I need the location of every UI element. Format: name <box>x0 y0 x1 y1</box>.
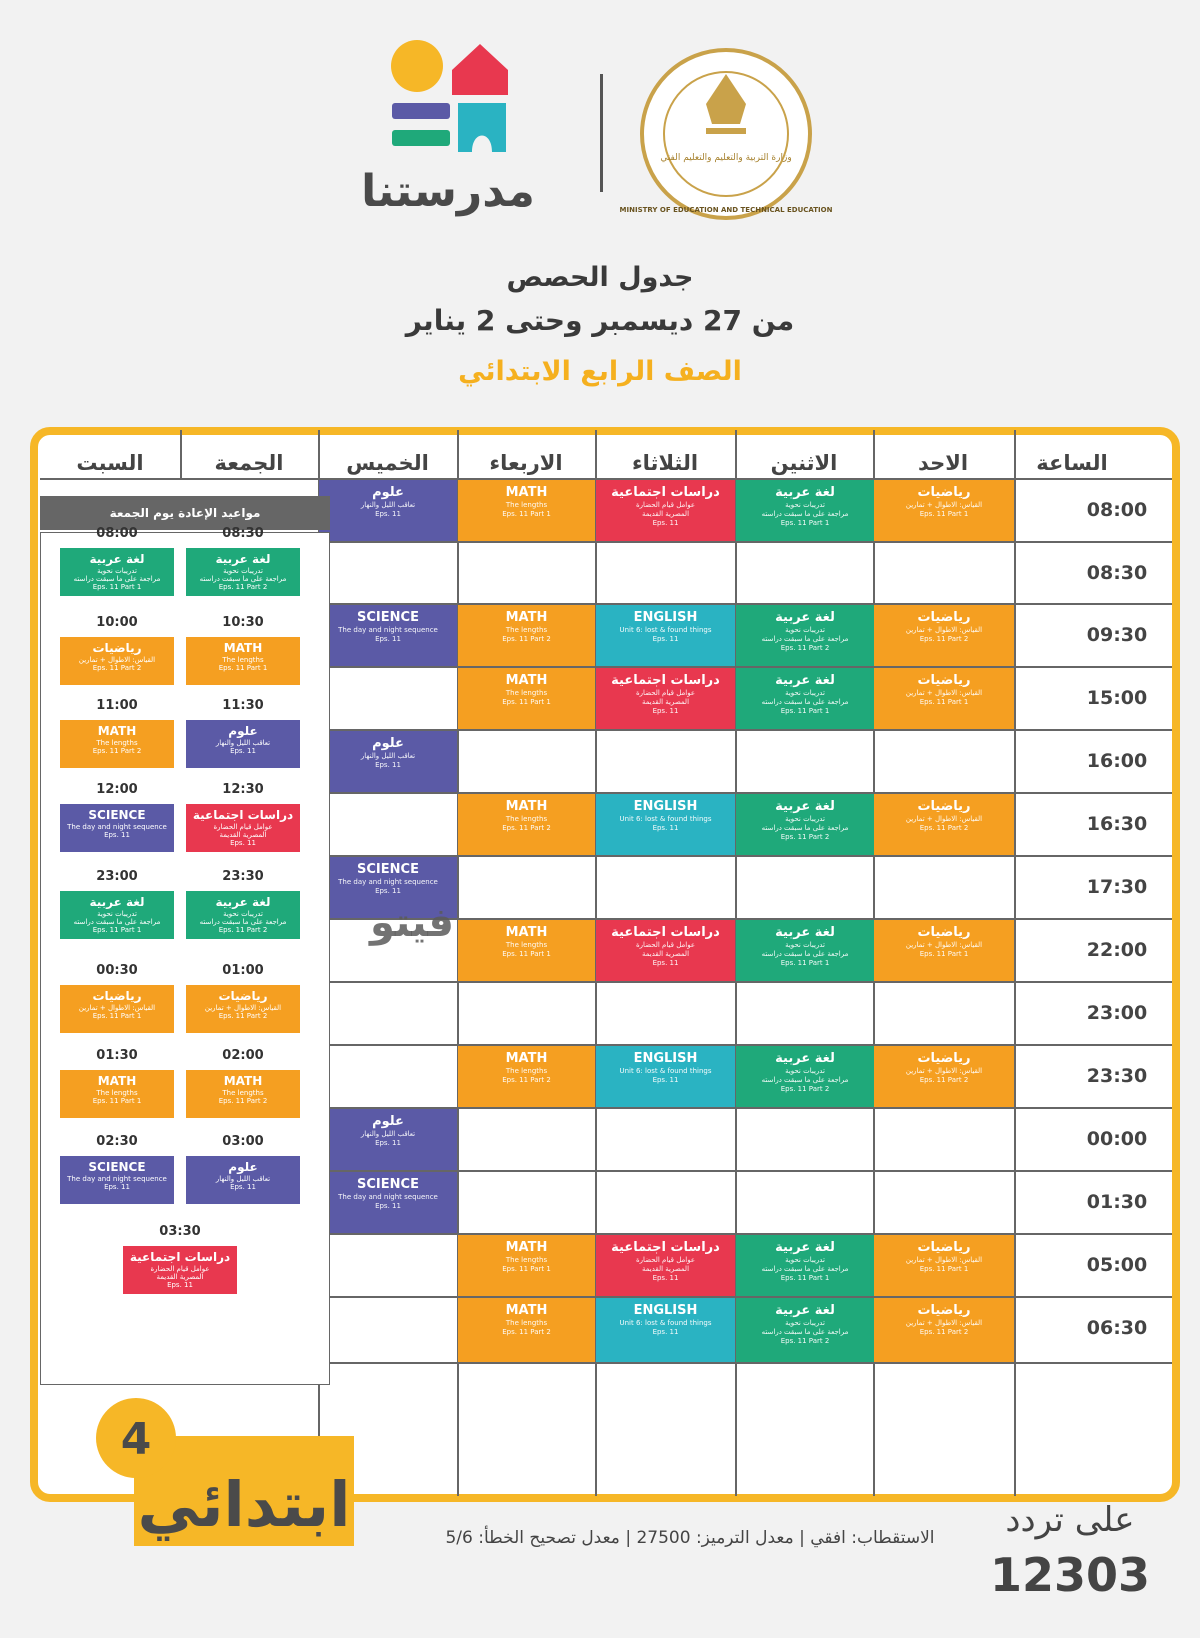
lesson-episode: Eps. 11 <box>652 1076 679 1084</box>
date-range: من 27 ديسمبر وحتى 2 يناير <box>405 304 795 337</box>
time-label: 08:00 <box>1086 499 1148 521</box>
lesson-subject: SCIENCE <box>357 1177 419 1192</box>
lesson-episode: Eps. 11 Part 2 <box>218 1097 268 1105</box>
lesson-cell-math-en <box>458 605 595 666</box>
time-label: 15:00 <box>1086 687 1148 709</box>
lesson-episode: Eps. 11 Part 1 <box>780 707 830 715</box>
lesson-episode: Eps. 11 Part 2 <box>502 824 551 832</box>
lesson-subject: دراسات اجتماعية <box>192 808 294 822</box>
lesson-topic: The lengths <box>505 1067 548 1075</box>
lesson-episode: Eps. 11 Part 1 <box>919 510 969 518</box>
lesson-subject: SCIENCE <box>88 808 146 822</box>
lesson-cell-science-en <box>319 1172 457 1233</box>
lesson-subject: لغة عربية <box>215 552 271 566</box>
lesson-topic: The lengths <box>505 1256 548 1264</box>
lesson-topic: مراجعة على ما سبقت دراسته <box>761 824 849 832</box>
friday-time-label: 11:30 <box>222 698 264 713</box>
lesson-topic: تدريبات نحوية <box>785 1256 825 1264</box>
lesson-topic: The lengths <box>505 1319 548 1327</box>
grade-badge-number: 4 <box>120 1414 152 1465</box>
friday-time-label: 01:30 <box>96 1048 138 1063</box>
lesson-episode: Eps. 11 <box>375 887 401 895</box>
grade-title: الصف الرابع الابتدائي <box>458 356 742 387</box>
lesson-episode: Eps. 11 Part 2 <box>502 635 551 643</box>
lesson-episode: Eps. 11 <box>230 839 256 847</box>
lesson-subject: علوم <box>372 485 404 500</box>
madrasatna-logo <box>361 40 560 220</box>
lesson-cell-english <box>596 794 735 855</box>
lesson-episode: Eps. 11 Part 2 <box>502 1076 551 1084</box>
friday-lesson-arabic <box>186 548 300 596</box>
lesson-subject: MATH <box>505 1240 548 1255</box>
lesson-subject: لغة عربية <box>89 895 145 909</box>
grid-vline <box>1014 430 1016 1496</box>
lesson-topic: المصرية القديمة <box>641 698 690 706</box>
lesson-subject: دراسات اجتماعية <box>611 673 720 688</box>
lesson-subject: MATH <box>505 925 548 940</box>
lesson-subject: دراسات اجتماعية <box>611 925 720 940</box>
lesson-cell-arabic <box>736 1235 874 1296</box>
lesson-cell-arabic <box>736 1298 874 1362</box>
lesson-subject: علوم <box>228 1160 258 1174</box>
lesson-cell-arabic <box>736 605 874 666</box>
lesson-subject: لغة عربية <box>215 895 271 909</box>
lesson-topic: المصرية القديمة <box>641 510 690 518</box>
lesson-topic: القياس: الاطوال + تمارين <box>905 815 983 823</box>
time-label: 22:00 <box>1086 939 1148 961</box>
lesson-episode: Eps. 11 <box>375 1139 401 1147</box>
friday-time-label: 23:30 <box>222 869 264 884</box>
time-label: 23:30 <box>1086 1065 1148 1087</box>
time-label: 16:00 <box>1086 750 1148 772</box>
lesson-episode: Eps. 11 Part 1 <box>780 519 830 527</box>
lesson-topic: تعاقب الليل والنهار <box>360 1130 416 1138</box>
channel-label: على تردد <box>1005 1500 1135 1540</box>
grade-badge-text: ابتدائي <box>137 1468 351 1541</box>
lesson-topic: The lengths <box>222 656 264 664</box>
time-label: 00:00 <box>1086 1128 1148 1150</box>
friday-lesson-science-ar <box>186 720 300 768</box>
lesson-cell-math-en <box>458 1046 595 1107</box>
friday-lesson-social <box>123 1246 237 1294</box>
lesson-subject: علوم <box>372 736 404 751</box>
lesson-subject: SCIENCE <box>357 610 419 625</box>
lesson-episode: Eps. 11 Part 2 <box>92 747 142 755</box>
schedule-title: جدول الحصص <box>506 262 694 293</box>
lesson-topic: عوامل قيام الحضارة <box>213 823 273 831</box>
lesson-episode: Eps. 11 Part 2 <box>919 824 969 832</box>
lesson-topic: The day and night sequence <box>67 823 167 831</box>
lesson-topic: Unit 6: lost & found things <box>619 626 712 634</box>
lesson-subject: رياضيات <box>917 1303 971 1318</box>
lesson-subject: SCIENCE <box>88 1160 146 1174</box>
lesson-episode: Eps. 11 Part 1 <box>919 1265 969 1273</box>
lesson-episode: Eps. 11 Part 2 <box>502 1328 551 1336</box>
column-header-monday: الاثنين <box>770 451 838 475</box>
friday-lesson-math-en <box>60 1070 174 1118</box>
lesson-topic: القياس: الاطوال + تمارين <box>905 941 983 949</box>
lesson-topic: The day and night sequence <box>338 626 438 634</box>
friday-time-label: 01:00 <box>222 963 264 978</box>
lesson-topic: The lengths <box>505 941 548 949</box>
lesson-episode: Eps. 11 Part 1 <box>502 510 551 518</box>
grid-hline <box>318 541 1172 543</box>
lesson-subject: لغة عربية <box>775 799 835 814</box>
lesson-topic: تدريبات نحوية <box>785 1319 825 1327</box>
lesson-subject: ENGLISH <box>633 1051 698 1066</box>
lesson-topic: تدريبات نحوية <box>785 689 825 697</box>
lesson-cell-math <box>874 480 1014 541</box>
lesson-topic: مراجعة على ما سبقت دراسته <box>761 698 849 706</box>
lesson-topic: القياس: الاطوال + تمارين <box>905 689 983 697</box>
lesson-topic: The lengths <box>96 1089 138 1097</box>
lesson-subject: رياضيات <box>917 925 971 940</box>
column-header-wednesday: الاربعاء <box>489 451 563 475</box>
lesson-subject: SCIENCE <box>357 862 419 877</box>
lesson-topic: تعاقب الليل والنهار <box>215 1175 271 1183</box>
lesson-episode: Eps. 11 <box>375 1202 401 1210</box>
lesson-cell-arabic <box>736 480 874 541</box>
lesson-episode: Eps. 11 Part 2 <box>218 583 268 591</box>
lesson-subject: MATH <box>505 673 548 688</box>
lesson-topic: القياس: الاطوال + تمارين <box>905 1067 983 1075</box>
lesson-cell-english <box>596 1046 735 1107</box>
lesson-subject: دراسات اجتماعية <box>129 1250 231 1264</box>
lesson-episode: Eps. 11 <box>652 1328 679 1336</box>
lesson-topic: The lengths <box>222 1089 264 1097</box>
lesson-subject: لغة عربية <box>775 925 835 940</box>
lesson-episode: Eps. 11 <box>652 959 679 967</box>
column-header-thursday: الخميس <box>346 451 429 475</box>
lesson-topic: تدريبات نحوية <box>97 567 137 575</box>
grade-badge <box>84 1396 384 1596</box>
lesson-cell-math <box>874 668 1014 729</box>
lesson-topic: مراجعة على ما سبقت دراسته <box>73 575 161 583</box>
lesson-episode: Eps. 11 <box>652 824 679 832</box>
lesson-subject: MATH <box>97 724 137 738</box>
friday-repeat-banner: مواعيد الإعادة يوم الجمعة <box>40 496 330 530</box>
lesson-cell-math <box>874 794 1014 855</box>
lesson-topic: المصرية القديمة <box>156 1273 204 1281</box>
lesson-episode: Eps. 11 <box>652 707 679 715</box>
lesson-topic: مراجعة على ما سبقت دراسته <box>761 635 849 643</box>
lesson-subject: علوم <box>372 1114 404 1129</box>
lesson-episode: Eps. 11 Part 1 <box>502 950 551 958</box>
lesson-episode: Eps. 11 <box>375 635 401 643</box>
lesson-episode: Eps. 11 <box>652 635 679 643</box>
lesson-topic: عوامل قيام الحضارة <box>635 501 695 509</box>
lesson-topic: عوامل قيام الحضارة <box>150 1265 210 1273</box>
lesson-cell-math-en <box>458 668 595 729</box>
friday-time-label: 02:00 <box>222 1048 264 1063</box>
lesson-subject: رياضيات <box>917 1051 971 1066</box>
lesson-cell-math-en <box>458 1298 595 1362</box>
lesson-topic: The lengths <box>505 501 548 509</box>
lesson-topic: مراجعة على ما سبقت دراسته <box>199 575 287 583</box>
friday-lesson-math-en <box>60 720 174 768</box>
lesson-cell-arabic <box>736 1046 874 1107</box>
lesson-episode: Eps. 11 Part 1 <box>92 1097 142 1105</box>
lesson-cell-math <box>874 1235 1014 1296</box>
lesson-subject: رياضيات <box>92 641 142 655</box>
friday-time-label: 12:00 <box>96 782 138 797</box>
friday-time-label: 23:00 <box>96 869 138 884</box>
lesson-cell-math <box>874 1046 1014 1107</box>
lesson-topic: المصرية القديمة <box>641 1265 690 1273</box>
lesson-topic: The day and night sequence <box>338 1193 438 1201</box>
lesson-topic: عوامل قيام الحضارة <box>635 941 695 949</box>
friday-time-label: 08:30 <box>222 526 264 541</box>
lesson-episode: Eps. 11 Part 1 <box>780 1274 830 1282</box>
lesson-cell-math <box>874 1298 1014 1362</box>
brand-logo-text: مدرستنا <box>361 166 535 217</box>
friday-time-label: 00:30 <box>96 963 138 978</box>
lesson-subject: ENGLISH <box>633 799 698 814</box>
lesson-episode: Eps. 11 Part 1 <box>92 926 142 934</box>
lesson-episode: Eps. 11 Part 1 <box>502 1265 551 1273</box>
lesson-subject: MATH <box>97 1074 137 1088</box>
lesson-topic: Unit 6: lost & found things <box>619 1319 712 1327</box>
lesson-subject: ENGLISH <box>633 1303 698 1318</box>
lesson-topic: مراجعة على ما سبقت دراسته <box>73 918 161 926</box>
lesson-episode: Eps. 11 <box>652 1274 679 1282</box>
lesson-episode: Eps. 11 Part 1 <box>92 1012 142 1020</box>
lesson-subject: لغة عربية <box>775 485 835 500</box>
lesson-episode: Eps. 11 Part 2 <box>919 1328 969 1336</box>
time-label: 17:30 <box>1086 876 1148 898</box>
lesson-subject: لغة عربية <box>775 1303 835 1318</box>
ministry-seal-text: MINISTRY OF EDUCATION AND TECHNICAL EDUCATION <box>619 206 833 214</box>
ministry-seal-icon <box>619 44 833 224</box>
time-label: 08:30 <box>1086 562 1148 584</box>
lesson-topic: The lengths <box>505 689 548 697</box>
time-label: 23:00 <box>1086 1002 1148 1024</box>
lesson-subject: دراسات اجتماعية <box>611 1240 720 1255</box>
lesson-subject: رياضيات <box>917 799 971 814</box>
lesson-topic: القياس: الاطوال + تمارين <box>78 1004 156 1012</box>
lesson-subject: MATH <box>223 1074 263 1088</box>
lesson-subject: MATH <box>505 1051 548 1066</box>
lesson-cell-science-en <box>319 605 457 666</box>
lesson-subject: لغة عربية <box>775 1240 835 1255</box>
lesson-topic: القياس: الاطوال + تمارين <box>905 1319 983 1327</box>
column-header-tuesday: الثلاثاء <box>631 451 699 475</box>
lesson-cell-science-ar <box>319 731 457 792</box>
lesson-topic: مراجعة على ما سبقت دراسته <box>199 918 287 926</box>
friday-time-label: 02:30 <box>96 1134 138 1149</box>
lesson-topic: مراجعة على ما سبقت دراسته <box>761 1328 849 1336</box>
column-header-sunday: الاحد <box>917 451 969 475</box>
lesson-cell-social <box>596 1235 735 1296</box>
lesson-topic: القياس: الاطوال + تمارين <box>905 1256 983 1264</box>
friday-lesson-math-en <box>186 1070 300 1118</box>
broadcast-info: الاستقطاب: افقي | معدل الترميز: 27500 | معدل تصحيح الخطأ: 5/6 <box>445 1528 935 1548</box>
lesson-episode: Eps. 11 Part 2 <box>780 1337 830 1345</box>
lesson-subject: MATH <box>505 1303 548 1318</box>
lesson-topic: عوامل قيام الحضارة <box>635 1256 695 1264</box>
lesson-subject: رياضيات <box>917 610 971 625</box>
grid-hline <box>318 1362 1172 1364</box>
lesson-episode: Eps. 11 Part 2 <box>92 664 142 672</box>
lesson-topic: مراجعة على ما سبقت دراسته <box>761 1265 849 1273</box>
lesson-topic: The day and night sequence <box>67 1175 167 1183</box>
time-label: 01:30 <box>1086 1191 1148 1213</box>
lesson-cell-english <box>596 605 735 666</box>
lesson-episode: Eps. 11 Part 1 <box>780 959 830 967</box>
friday-time-label: 10:30 <box>222 615 264 630</box>
lesson-episode: Eps. 11 Part 2 <box>218 1012 268 1020</box>
lesson-cell-math-en <box>458 920 595 981</box>
column-header-time: الساعة <box>1036 451 1108 475</box>
time-label: 16:30 <box>1086 813 1148 835</box>
lesson-cell-english <box>596 1298 735 1362</box>
friday-lesson-math-en <box>186 637 300 685</box>
lesson-cell-science-ar <box>319 1109 457 1170</box>
friday-lesson-arabic <box>60 548 174 596</box>
lesson-cell-math-en <box>458 480 595 541</box>
lesson-topic: تعاقب الليل والنهار <box>360 752 416 760</box>
lesson-cell-arabic <box>736 920 874 981</box>
lesson-topic: المصرية القديمة <box>641 950 690 958</box>
time-label: 06:30 <box>1086 1317 1148 1339</box>
lesson-episode: Eps. 11 Part 2 <box>919 1076 969 1084</box>
lesson-topic: Unit 6: lost & found things <box>619 815 712 823</box>
lesson-subject: ENGLISH <box>633 610 698 625</box>
lesson-episode: Eps. 11 <box>652 519 679 527</box>
lesson-cell-social <box>596 920 735 981</box>
lesson-topic: The lengths <box>505 626 548 634</box>
lesson-cell-science-ar <box>319 480 457 541</box>
lesson-topic: The lengths <box>505 815 548 823</box>
lesson-topic: تدريبات نحوية <box>223 567 263 575</box>
header-divider <box>600 74 603 192</box>
lesson-episode: Eps. 11 Part 2 <box>780 1085 830 1093</box>
lesson-subject: MATH <box>505 799 548 814</box>
lesson-subject: رياضيات <box>92 989 142 1003</box>
lesson-subject: لغة عربية <box>89 552 145 566</box>
friday-time-label: 11:00 <box>96 698 138 713</box>
lesson-episode: Eps. 11 <box>230 1183 256 1191</box>
lesson-topic: تدريبات نحوية <box>785 941 825 949</box>
lesson-episode: Eps. 11 <box>230 747 256 755</box>
lesson-topic: عوامل قيام الحضارة <box>635 689 695 697</box>
lesson-episode: Eps. 11 <box>104 831 130 839</box>
lesson-episode: Eps. 11 <box>375 510 401 518</box>
lesson-episode: Eps. 11 Part 1 <box>502 698 551 706</box>
lesson-topic: Unit 6: lost & found things <box>619 1067 712 1075</box>
lesson-cell-math <box>874 605 1014 666</box>
friday-lesson-science-ar <box>186 1156 300 1204</box>
friday-time-label: 08:00 <box>96 526 138 541</box>
friday-lesson-arabic <box>186 891 300 939</box>
lesson-cell-math-en <box>458 1235 595 1296</box>
lesson-episode: Eps. 11 <box>104 1183 130 1191</box>
lesson-subject: رياضيات <box>917 485 971 500</box>
friday-lesson-math <box>60 985 174 1033</box>
lesson-cell-social <box>596 480 735 541</box>
lesson-topic: مراجعة على ما سبقت دراسته <box>761 1076 849 1084</box>
friday-time-label: 03:00 <box>222 1134 264 1149</box>
column-header-friday: الجمعة <box>214 451 284 475</box>
time-label: 05:00 <box>1086 1254 1148 1276</box>
friday-lesson-math <box>60 637 174 685</box>
grid-hline <box>318 981 1172 983</box>
lesson-episode: Eps. 11 Part 2 <box>780 644 830 652</box>
lesson-subject: دراسات اجتماعية <box>611 485 720 500</box>
lesson-cell-arabic <box>736 794 874 855</box>
friday-time-label: 03:30 <box>159 1224 201 1239</box>
lesson-topic: The lengths <box>96 739 138 747</box>
lesson-subject: MATH <box>505 610 548 625</box>
ministry-seal-arabic: وزارة التربية والتعليم والتعليم الفني <box>660 153 792 163</box>
lesson-episode: Eps. 11 <box>167 1281 193 1289</box>
lesson-episode: Eps. 11 Part 1 <box>218 664 268 672</box>
lesson-cell-math <box>874 920 1014 981</box>
lesson-episode: Eps. 11 Part 1 <box>919 698 969 706</box>
lesson-episode: Eps. 11 Part 2 <box>919 635 969 643</box>
lesson-subject: MATH <box>223 641 263 655</box>
watermark: فيتو <box>370 900 454 946</box>
lesson-topic: تدريبات نحوية <box>785 501 825 509</box>
lesson-topic: تعاقب الليل والنهار <box>360 501 416 509</box>
friday-lesson-science-en <box>60 804 174 852</box>
lesson-subject: رياضيات <box>917 673 971 688</box>
lesson-topic: القياس: الاطوال + تمارين <box>905 501 983 509</box>
lesson-subject: لغة عربية <box>775 673 835 688</box>
lesson-topic: تدريبات نحوية <box>97 910 137 918</box>
friday-lesson-science-en <box>60 1156 174 1204</box>
lesson-cell-arabic <box>736 668 874 729</box>
lesson-topic: القياس: الاطوال + تمارين <box>905 626 983 634</box>
friday-lesson-social <box>186 804 300 852</box>
lesson-subject: علوم <box>228 724 258 738</box>
lesson-topic: مراجعة على ما سبقت دراسته <box>761 950 849 958</box>
lesson-subject: رياضيات <box>218 989 268 1003</box>
lesson-episode: Eps. 11 Part 2 <box>780 833 830 841</box>
lesson-subject: رياضيات <box>917 1240 971 1255</box>
lesson-topic: تدريبات نحوية <box>785 815 825 823</box>
lesson-episode: Eps. 11 Part 2 <box>218 926 268 934</box>
friday-time-label: 10:00 <box>96 615 138 630</box>
lesson-topic: المصرية القديمة <box>219 831 267 839</box>
lesson-topic: تدريبات نحوية <box>785 1067 825 1075</box>
lesson-topic: تدريبات نحوية <box>785 626 825 634</box>
lesson-topic: تعاقب الليل والنهار <box>215 739 271 747</box>
lesson-subject: لغة عربية <box>775 1051 835 1066</box>
lesson-topic: القياس: الاطوال + تمارين <box>204 1004 282 1012</box>
lesson-episode: Eps. 11 <box>375 761 401 769</box>
time-label: 09:30 <box>1086 624 1148 646</box>
friday-time-label: 12:30 <box>222 782 264 797</box>
lesson-topic: مراجعة على ما سبقت دراسته <box>761 510 849 518</box>
lesson-topic: The day and night sequence <box>338 878 438 886</box>
lesson-cell-social <box>596 668 735 729</box>
lesson-subject: MATH <box>505 485 548 500</box>
channel-number: 12303 <box>989 1548 1151 1602</box>
friday-lesson-math <box>186 985 300 1033</box>
lesson-episode: Eps. 11 Part 1 <box>92 583 142 591</box>
column-header-saturday: السبت <box>76 451 144 475</box>
lesson-topic: القياس: الاطوال + تمارين <box>78 656 156 664</box>
lesson-topic: تدريبات نحوية <box>223 910 263 918</box>
lesson-subject: لغة عربية <box>775 610 835 625</box>
lesson-episode: Eps. 11 Part 1 <box>919 950 969 958</box>
friday-lesson-arabic <box>60 891 174 939</box>
lesson-cell-math-en <box>458 794 595 855</box>
